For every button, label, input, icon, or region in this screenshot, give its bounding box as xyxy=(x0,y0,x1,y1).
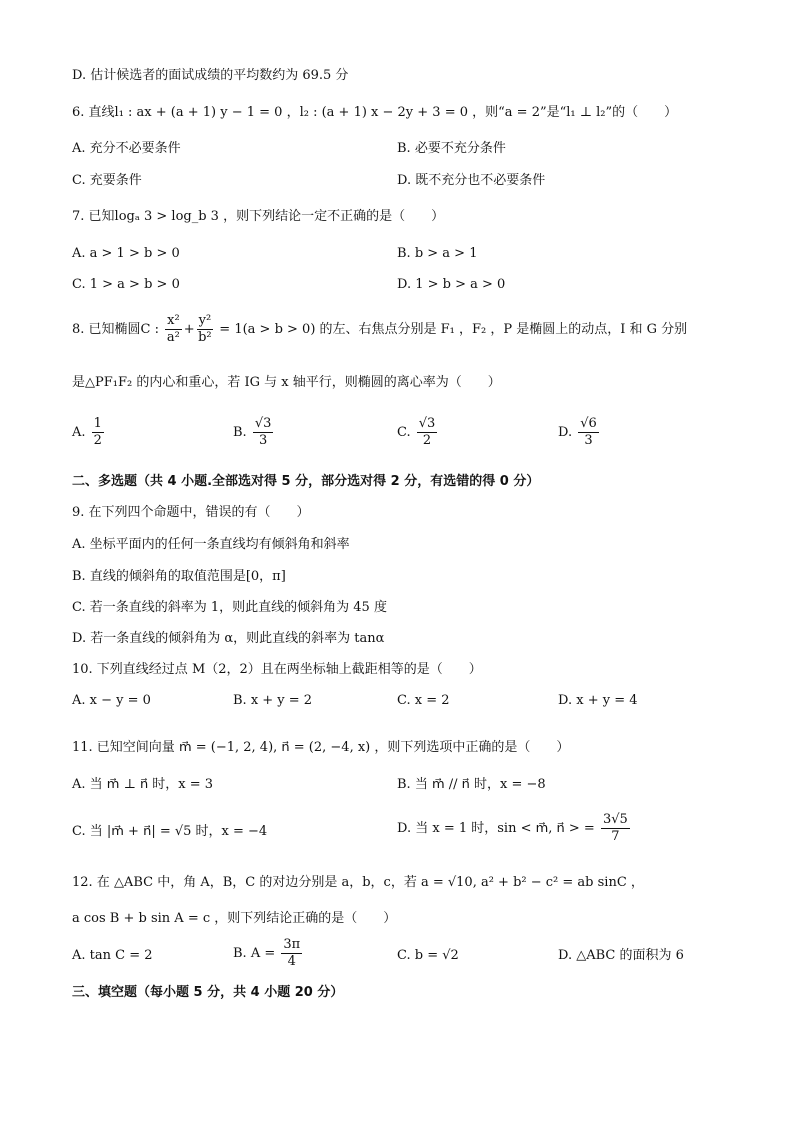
q8-a-fraction xyxy=(92,416,104,449)
q8-c-num: √3 xyxy=(418,416,436,431)
q7-option-b: B. b > a > 1 xyxy=(397,246,478,261)
q12-option-d: D. △ABC 的面积为 6 xyxy=(558,948,684,963)
q8-stem-pre: 8. 已知椭圆C : xyxy=(72,322,159,337)
q5-option-d: D. 估计候选者的面试成绩的平均数约为 69.5 分 xyxy=(72,68,349,83)
q7-stem: 7. 已知logₐ 3 > log_b 3 ，则下列结论一定不正确的是（ ） xyxy=(72,209,445,224)
q9-option-d: D. 若一条直线的倾斜角为 α，则此直线的斜率为 tanα xyxy=(72,631,385,646)
q8-d-den: 3 xyxy=(584,433,593,448)
q10-stem: 10. 下列直线经过点 M（2，2）且在两坐标轴上截距相等的是（ ） xyxy=(72,662,482,677)
q6-option-a: A. 充分不必要条件 xyxy=(72,141,181,156)
q6-stem: 6. 直线l₁ : ax + (a + 1) y − 1 = 0 ，l₂ : (a + 1) x − 2y + 3 = 0 ，则“a = 2”是“l₁ ⊥ l₂”的（ ） xyxy=(72,105,678,120)
q10-option-d: D. x + y = 4 xyxy=(558,693,638,708)
q8-d-label: D. xyxy=(558,425,573,440)
q11-d-fraction xyxy=(601,812,630,845)
q12-option-a: A. tan C = 2 xyxy=(72,948,153,963)
q11-d-den: 7 xyxy=(611,829,620,844)
q12-b-den: 4 xyxy=(287,954,296,969)
q6-option-d: D. 既不充分也不必要条件 xyxy=(397,173,546,188)
q8-c-den: 2 xyxy=(422,433,432,448)
q8-f1-num: x² xyxy=(167,313,180,328)
q8-plus: + xyxy=(183,322,195,337)
q11-d-text: D. 当 x = 1 时，sin < m⃗, n⃗ > = xyxy=(397,821,595,836)
q9-option-c: C. 若一条直线的斜率为 1，则此直线的倾斜角为 45 度 xyxy=(72,600,387,615)
q8-b-num: √3 xyxy=(254,416,272,431)
q6-option-b: B. 必要不充分条件 xyxy=(397,141,506,156)
q8-stem-post: = 1(a > b > 0) 的左、右焦点分别是 F₁ ，F₂ ，P 是椭圆上的动点，I 和 G 分别 xyxy=(219,322,688,337)
q12-b-fraction xyxy=(281,937,302,970)
q10-option-c: C. x = 2 xyxy=(397,693,450,708)
q8-stem-line2: 是△PF₁F₂ 的内心和重心，若 IG 与 x 轴平行，则椭圆的离心率为（ ） xyxy=(72,375,501,390)
q8-f2-num: y² xyxy=(198,313,212,328)
q6-option-c: C. 充要条件 xyxy=(72,173,142,188)
q10-option-a: A. x − y = 0 xyxy=(72,693,151,708)
q8-option-d xyxy=(558,416,601,449)
q7-option-d: D. 1 > b > a > 0 xyxy=(397,277,506,292)
q12-stem-line2: a cos B + b sin A = c ，则下列结论正确的是（ ） xyxy=(72,911,397,926)
q8-option-b xyxy=(233,416,275,449)
q8-stem xyxy=(72,313,687,346)
q12-option-b xyxy=(233,937,304,970)
q8-b-label: B. xyxy=(233,425,247,440)
q12-b-text: B. A = xyxy=(233,946,276,961)
q8-f1-den: a² xyxy=(166,330,180,345)
q11-d-num: 3√5 xyxy=(602,812,628,827)
q12-stem: 12. 在 △ABC 中，角 A，B，C 的对边分别是 a，b，c，若 a = √10, a² + b² − c² = ab sinC ， xyxy=(72,875,644,890)
q8-option-c xyxy=(397,416,439,449)
q8-f2-den: b² xyxy=(198,330,212,345)
q8-d-fraction xyxy=(578,416,599,449)
q9-option-a: A. 坐标平面内的任何一条直线均有倾斜角和斜率 xyxy=(72,537,350,552)
q11-option-a: A. 当 m⃗ ⊥ n⃗ 时，x = 3 xyxy=(72,777,214,792)
q8-option-a xyxy=(72,416,106,449)
q8-c-label: C. xyxy=(397,425,411,440)
section-2-heading: 二、多选题（共 4 小题.全部选对得 5 分，部分选对得 2 分，有选错的得 0 分） xyxy=(72,474,540,489)
q8-a-num: 1 xyxy=(93,416,102,431)
q8-a-den: 2 xyxy=(93,433,102,448)
q7-option-a: A. a > 1 > b > 0 xyxy=(72,246,180,261)
q8-b-fraction xyxy=(253,416,274,449)
q8-fraction-y xyxy=(197,313,214,346)
q8-fraction-x xyxy=(165,313,182,346)
section-3-heading: 三、填空题（每小题 5 分，共 4 小题 20 分） xyxy=(72,985,344,1000)
q11-stem: 11. 已知空间向量 m⃗ = (−1, 2, 4), n⃗ = (2, −4, x) ，则下列选项中正确的是（ ） xyxy=(72,740,570,755)
q11-option-b: B. 当 m⃗ // n⃗ 时，x = −8 xyxy=(397,777,546,792)
q10-option-b: B. x + y = 2 xyxy=(233,693,313,708)
q11-option-d xyxy=(397,812,632,845)
q9-stem: 9. 在下列四个命题中，错误的有（ ） xyxy=(72,505,310,520)
q8-a-label: A. xyxy=(72,425,86,440)
q8-d-num: √6 xyxy=(580,416,597,431)
q8-b-den: 3 xyxy=(258,433,268,448)
q12-option-c: C. b = √2 xyxy=(397,948,459,963)
q9-option-b: B. 直线的倾斜角的取值范围是[0，π] xyxy=(72,569,286,584)
q7-option-c: C. 1 > a > b > 0 xyxy=(72,277,180,292)
q8-c-fraction xyxy=(417,416,438,449)
q12-b-num: 3π xyxy=(283,937,301,952)
q11-option-c: C. 当 |m⃗ + n⃗| = √5 时，x = −4 xyxy=(72,824,268,839)
